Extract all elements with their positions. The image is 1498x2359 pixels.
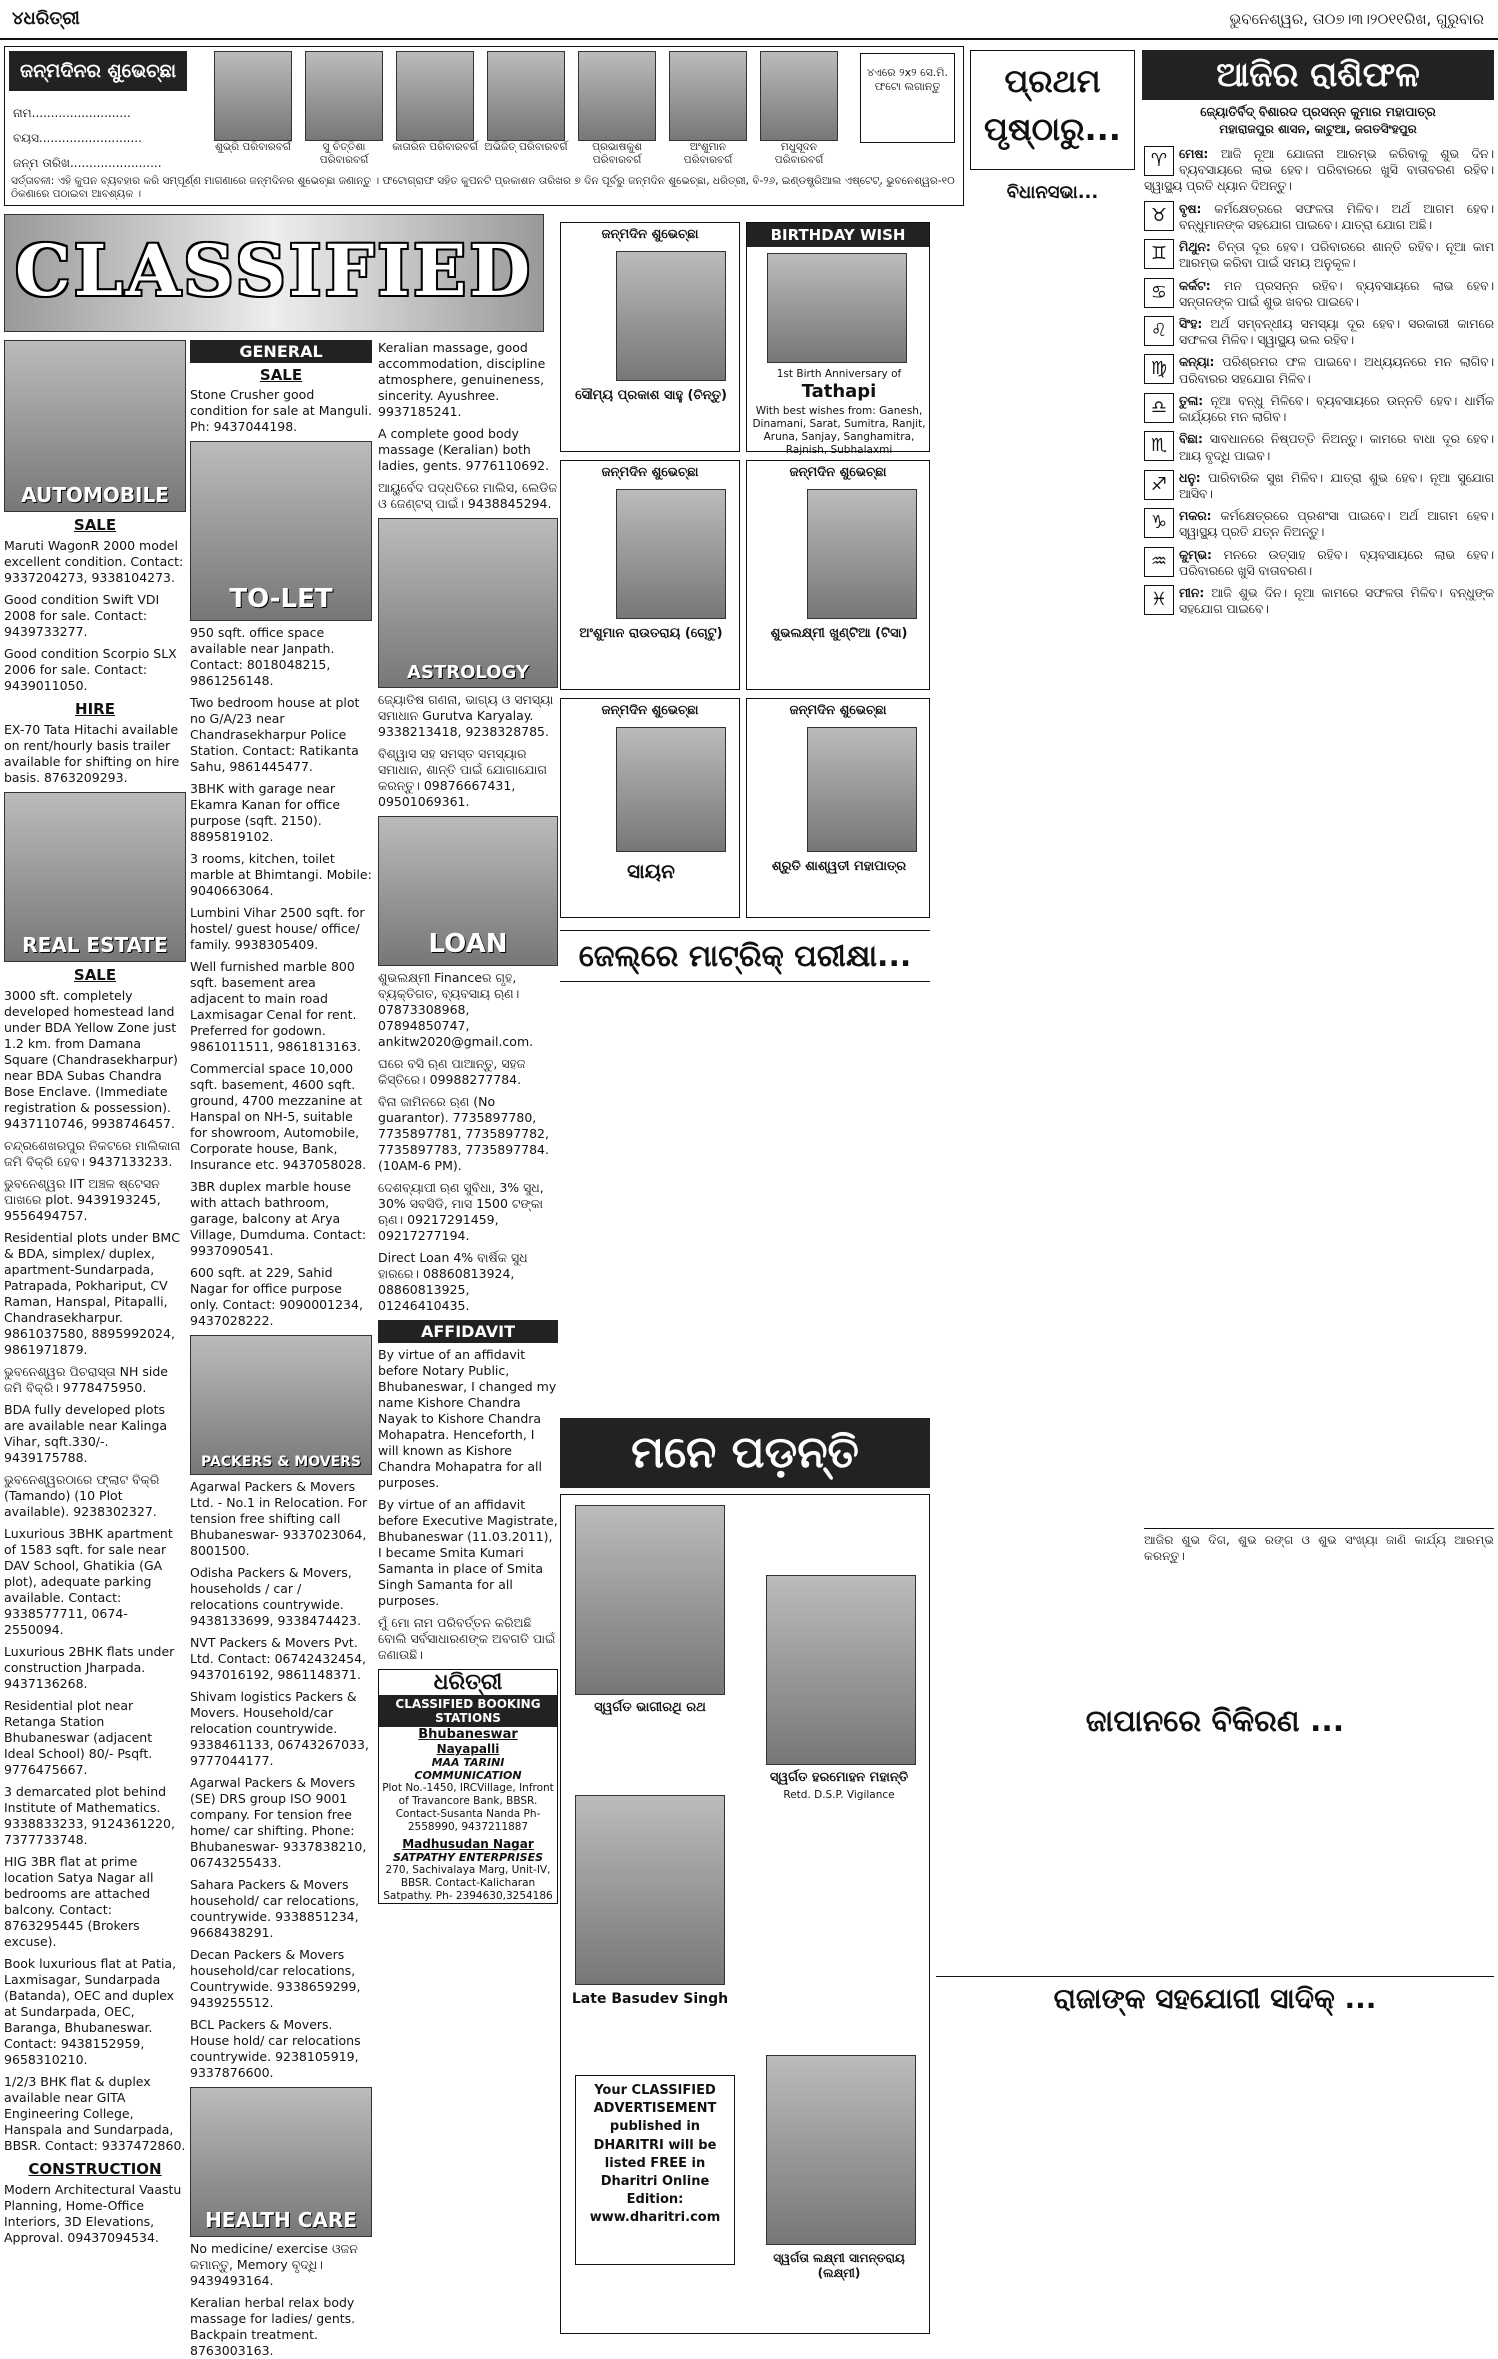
- massage-ad: A complete good body massage (Keralian) both ladies, gents. 9776110692.: [378, 426, 550, 473]
- zodiac-icon: ♊: [1144, 239, 1174, 269]
- realestate-ad: ଭୁବନେଶ୍ୱର IIT ଅଞ୍ଚଳ ଷ୍ଟେସନ ପାଖରେ plot. 9439193245, 9556494757.: [4, 1176, 161, 1223]
- rashi-sign: ମୀନ:: [1179, 586, 1205, 601]
- packers-ad: Decan Packers & Movers household/car relocations, Countrywide. 9338659299, 9439255512.: [190, 1947, 361, 2010]
- construction-head: CONSTRUCTION: [28, 2160, 162, 2178]
- wish-4-name: ସାୟନ: [627, 859, 675, 883]
- booking-s1-name: MAA TARINI COMMUNICATION: [414, 1756, 522, 1782]
- rashi-text: ମନ ପ୍ରସନ୍ନ ରହିବ। ବ୍ୟବସାୟରେ ଲାଭ ହେବ। ସନ୍ତାନଙ୍କ ପାଇଁ ଶୁଭ ଖବର ପାଇବେ।: [1179, 278, 1494, 309]
- coupon-field-name: ନାମ..........................: [13, 106, 131, 120]
- wishes-grid: [560, 222, 930, 922]
- coupon-kid: [574, 51, 660, 169]
- packers-ad: Agarwal Packers & Movers (SE) DRS group ISO 9001 company. For tension free home/ car shifting. Phone: Bhubaneswar- 9337838210, 06743255433.: [190, 1775, 367, 1870]
- packers-ad: Agarwal Packers & Movers Ltd. - No.1 in Relocation. For tension free shifting call Bhubaneswar- 9337023064, 8001500.: [190, 1479, 368, 1558]
- zodiac-icon: ♒: [1144, 547, 1174, 577]
- front-page-subhead: ବିଧାନସଭା...: [1006, 182, 1099, 203]
- coupon-footer: ସର୍ତ୍ତାବଳୀ: ଏହି କୁପନ ବ୍ୟବହାର କରି ସମ୍ପୂର୍ଣ୍ଣ ମାଗଣାରେ ଜନ୍ମଦିନର ଶୁଭେଚ୍ଛା ଜଣାନ୍ତୁ । ଫଟୋଗ୍ରାଫ ସହିତ କୁପନଟି ପ୍ରକାଶନ ତାରିଖର ୭ ଦିନ ପୂର୍ବରୁ ଜନ୍ମଦିନ ଶୁଭେଚ୍ଛା, ଧରିତ୍ରୀ, ବି-୨୬, ଇଣ୍ଡଷ୍ଟ୍ରିଆଲ ଏଷ୍ଟେଟ୍, ଭୁବନେଶ୍ୱର-୧୦ ଠିକଣାରେ ପଠାଇବା ଆବଶ୍ୟକ ।: [11, 175, 955, 201]
- auto-ads: [4, 538, 186, 694]
- coupon-kid-caption: କାତାରିନ ପରିବାରବର୍ଗ: [392, 141, 478, 153]
- wish-4-photo: [616, 727, 726, 852]
- packers-ad: NVT Packers & Movers Pvt. Ltd. Contact: 06742432454, 9437016192, 9861148371.: [190, 1635, 367, 1682]
- rashi-text: ଚିନ୍ତା ଦୂର ହେବ। ପରିବାରରେ ଶାନ୍ତି ରହିବ। ନୂଆ କାମ ଆରମ୍ଭ କରିବା ପାଇଁ ସମୟ ଅନୁକୂଳ।: [1179, 240, 1494, 271]
- wish-1-photo: [616, 251, 726, 381]
- health-ad: No medicine/ exercise ଓଜନ କମାନ୍ତୁ, Memory ବୃଦ୍ଧି। 9439493164.: [190, 2241, 358, 2288]
- bw-title: BIRTHDAY WISH: [747, 223, 929, 247]
- rashi-sign: ମିଥୁନ:: [1179, 240, 1211, 255]
- health-ads: [190, 2241, 372, 2359]
- affidavit-head: AFFIDAVIT: [378, 1320, 558, 1343]
- auto-ad: Good condition Swift VDI 2008 for sale. Contact: 9439733277.: [4, 592, 160, 639]
- wish-1-name: ସୌମ୍ୟ ପ୍ରକାଶ ସାହୁ (ଚିନ୍ତୁ): [575, 388, 727, 403]
- rashi-text: ଅର୍ଥ ସମ୍ବନ୍ଧୀୟ ସମସ୍ୟା ଦୂର ହେବ। ସରକାରୀ କାମରେ ସଫଳତା ମିଳିବ। ସ୍ୱାସ୍ଥ୍ୟ ଭଲ ରହିବ।: [1179, 316, 1494, 348]
- realestate-label: REAL ESTATE: [22, 933, 168, 957]
- astrology-ad: ଜ୍ୟୋତିଷ ଗଣନା, ଭାଗ୍ୟ ଓ ସମସ୍ୟା ସମାଧାନ Gurutva Karyalay. 9338213418, 9238328785.: [378, 692, 554, 739]
- loan-image: [378, 816, 558, 966]
- packers-image: [190, 1335, 372, 1475]
- coupon-kid: [210, 51, 296, 169]
- classified-title: CLASSIFIED: [15, 229, 534, 312]
- booking-s1-area: Nayapalli: [436, 1742, 500, 1756]
- hire-ads: [4, 722, 186, 786]
- japan-title: ଜାପାନରେ ବିକିରଣ ...: [1085, 1704, 1345, 1739]
- bw-text: 1st Birth Anniversary of: [776, 368, 902, 380]
- bw-photo: [767, 253, 907, 363]
- coupon-kid: [665, 51, 751, 169]
- rashi-sign: ବୃଷ:: [1179, 201, 1202, 216]
- affidavit-ad: ମୁଁ ମୋ ନାମ ପରିବର୍ତ୍ତନ କରିଅଛି ବୋଲି ସର୍ବସାଧାରଣଙ୍କ ଅବଗତି ପାଇଁ ଜଣାଉଛି।: [378, 1615, 556, 1662]
- hire-ad: EX-70 Tata Hitachi available on rent/hourly basis trailer available for shifting on hire basis. 8763209293.: [4, 722, 180, 785]
- coupon-kid: [756, 51, 842, 169]
- coupon-kid-caption: ଅଭିଜିତ୍ ପରିବାରବର୍ଗ: [484, 141, 568, 153]
- packers-ad: Sahara Packers & Movers household/ car relocations, countrywide. 9338851234, 9668438291.: [190, 1877, 360, 1940]
- rashi-footer: ଆଜିର ଶୁଭ ଦିଗ, ଶୁଭ ରଙ୍ଗ ଓ ଶୁଭ ସଂଖ୍ୟା ଜାଣି କାର୍ଯ୍ୟ ଆରମ୍ଭ କରନ୍ତୁ।: [1144, 1528, 1494, 1698]
- loan-ad: ଦେଶବ୍ୟାପୀ ଋଣ ସୁବିଧା, 3% ସୁଧ, 30% ସବସିଡି, ମାସ 1500 ଟଙ୍କା ଋଣ। 09217291459, 09217277194.: [378, 1180, 544, 1243]
- zodiac-icon: ♌: [1144, 316, 1174, 346]
- wish-card-4: [560, 698, 740, 918]
- rashi-item: [1144, 470, 1494, 502]
- mane-photo-3: [575, 1795, 725, 1985]
- classified-banner: [4, 214, 544, 332]
- health-ad: Keralian herbal relax body massage for ladies/ gents. Backpain treatment. 8763003163.: [190, 2295, 356, 2358]
- wish-card-5: [746, 698, 930, 918]
- realestate-ad: Luxurious 3BHK apartment of 1583 sqft. for sale near DAV School, Ghatikia (GA plot), adequate parking available. Contact: 9338577711, 0674-2550094.: [4, 1526, 173, 1637]
- coupon-kid-caption: ସୁ ଚିତ୍ତିଶା ପରିବାରବର୍ଗ: [319, 141, 369, 166]
- rashi-text: କର୍ମକ୍ଷେତ୍ରରେ ସଫଳତା ମିଳିବ। ଅର୍ଥ ଆଗମ ହେବ। ବନ୍ଧୁମାନଙ୍କ ସହଯୋଗ ପାଇବେ। ଯାତ୍ରା ଯୋଗ ଅଛି।: [1179, 201, 1494, 232]
- rashi-sign: ମେଷ:: [1179, 147, 1209, 161]
- mane-photo-1: [575, 1505, 725, 1695]
- wish-1-title: ଜନ୍ମଦିନ ଶୁଭେଚ୍ଛା: [601, 227, 699, 242]
- realestate-ad: ଚନ୍ଦ୍ରଶେଖରପୁର ନିକଟରେ ମାଲିକାନା ଜମି ବିକ୍ରି ହେବ। 9437133233.: [4, 1138, 181, 1169]
- health-image: [190, 2087, 372, 2237]
- page-number: ୪ଧରିତ୍ରୀ: [12, 8, 80, 29]
- wish-5-title: ଜନ୍ମଦିନ ଶୁଭେଚ୍ଛା: [789, 703, 887, 718]
- mane-photo-2: [766, 1575, 916, 1765]
- page-date: ଭୁବନେଶ୍ୱର, ତା୦୭।୩।୨୦୧୧ରିଖ, ଗୁରୁବାର: [1229, 10, 1484, 28]
- realestate-ad: ଭୁବନେଶ୍ୱର ପିଚରାସ୍ତା NH side ଜମି ବିକ୍ରି। 9778475950.: [4, 1364, 168, 1395]
- packers-ads: [190, 1479, 372, 2081]
- construction-ads: [4, 2182, 186, 2246]
- wish-card-2: [560, 460, 740, 690]
- mane-section: [560, 1494, 930, 2334]
- wish-5-name: ଶ୍ରୁତି ଶାଶ୍ୱତୀ ମହାପାତ୍ର: [771, 859, 907, 874]
- mane-sub-2: Retd. D.S.P. Vigilance: [783, 1789, 895, 1801]
- coupon-kid-caption: ମଧୁସୂଦନ ପରିବାରବର୍ଗ: [774, 141, 824, 166]
- rashi-text: ଆଜି ନୂଆ ଯୋଜନା ଆରମ୍ଭ କରିବାକୁ ଶୁଭ ଦିନ। ବ୍ୟବସାୟରେ ଲାଭ ହେବ। ପରିବାରରେ ଖୁସି ବାତାବରଣ ରହିବ। ସ୍ୱାସ୍ଥ୍ୟ ପ୍ରତି ଧ୍ୟାନ ଦିଅନ୍ତୁ।: [1144, 147, 1494, 194]
- coupon-kid: [483, 51, 569, 169]
- affidavit-ads: [378, 1347, 558, 1663]
- rashi-item: [1144, 547, 1494, 579]
- classified-col-2: [190, 340, 372, 2358]
- packers-ad: Odisha Packers & Movers, households / car / relocations countrywide. 9438133699, 9338474423.: [190, 1565, 361, 1628]
- zodiac-icon: ♐: [1144, 470, 1174, 500]
- loan-ad: ବିନା ଜାମିନରେ ଋଣ (No guarantor). 7735897780, 7735897781, 7735897782, 7735897783, 7735897784. (10AM-6 PM).: [378, 1094, 549, 1173]
- health-label: HEALTH CARE: [205, 2208, 357, 2232]
- tolet-ad: 950 sqft. office space available near Janpath. Contact: 8018048215, 9861256148.: [190, 625, 335, 688]
- astrology-image: [378, 518, 558, 688]
- affidavit-ad: By virtue of an affidavit before Notary Public, Bhubaneswar, I changed my name Kishore Chandra Nayak to Kishore Chandra Mohapatra. Henceforth, I will known as Kishore Chandra Mohapatra for all purposes.: [378, 1347, 557, 1490]
- rashi-item: [1144, 239, 1494, 271]
- general-head: GENERAL: [190, 340, 372, 363]
- auto-sale-head: SALE: [73, 516, 117, 534]
- realestate-ad: 3000 sft. completely developed homestead land under BDA Yellow Zone just 1.2 km. from Damana Square (Chandrasekharpur) near BDA Subas Chandra Bose Enclave. (Immediate registration & possession). 9437110746, 9938746457.: [4, 988, 178, 1131]
- coupon-kid-photo: [214, 51, 292, 141]
- zodiac-icon: ♏: [1144, 431, 1174, 461]
- coupon-kid-photo: [760, 51, 838, 141]
- massage-ad: ଆୟୁର୍ବେଦ ପଦ୍ଧତିରେ ମାଲିସ, ଲେଡିଜ ଓ ଜେଣ୍ଟସ୍ ପାଇଁ। 9438845294.: [378, 480, 558, 511]
- hire-head: HIRE: [75, 700, 115, 718]
- general-ad: Stone Crusher good condition for sale at Manguli. Ph: 9437044198.: [190, 387, 372, 434]
- jail-title: ଜେଲ୍‌ରେ ମାଟ୍ରିକ୍ ପରୀକ୍ଷା...: [560, 930, 930, 982]
- booking-s2-addr: 270, Sachivalaya Marg, Unit-IV, BBSR. Contact-Kalicharan Satpathy. Ph- 2394630,3254186: [383, 1863, 553, 1902]
- realestate-ad: BDA fully developed plots are available near Kalinga Vihar, sqft.330/-. 9439175788.: [4, 1402, 168, 1465]
- mane-photo-4: [766, 2055, 916, 2245]
- mane-name-1: ସ୍ୱର୍ଗତ ଭାଗୀରଥି ରଥ: [594, 1700, 706, 1715]
- realestate-ad: 1/2/3 BHK flat & duplex available near GITA Engineering College, Hanspala and Sundarpada, BBSR. Contact: 9337472860.: [4, 2074, 186, 2153]
- tolet-ad: 600 sqft. at 229, Sahid Nagar for office purpose only. Contact: 9090001234, 9437028222.: [190, 1265, 363, 1328]
- rashi-list: [1144, 146, 1494, 1526]
- rashi-text: ସାବଧାନରେ ନିଷ୍ପତ୍ତି ନିଅନ୍ତୁ। କାମରେ ବାଧା ଦୂର ହେବ। ଆୟ ବୃଦ୍ଧି ପାଇବ।: [1179, 432, 1494, 463]
- japan-article: [936, 1748, 1494, 1968]
- zodiac-icon: ♋: [1144, 278, 1174, 308]
- coupon-kid-photo: [669, 51, 747, 141]
- coupon-title: ଜନ୍ମଦିନର ଶୁଭେଚ୍ଛା: [9, 51, 187, 91]
- re-sale-head: SALE: [73, 966, 117, 984]
- wish-2-title: ଜନ୍ମଦିନ ଶୁଭେଚ୍ଛା: [601, 465, 699, 480]
- zodiac-icon: ♎: [1144, 393, 1174, 423]
- auto-ad: Maruti WagonR 2000 model excellent condition. Contact: 9337204273, 9338104273.: [4, 538, 184, 585]
- front-page-box: [970, 50, 1135, 170]
- wish-card-1: [560, 222, 740, 452]
- coupon-photo-box: ୪ଏରେ ୨x୨ ସେ.ମି. ଫଟୋ ଲଗାନ୍ତୁ: [860, 53, 955, 143]
- rashi-text: ପରିଶ୍ରମର ଫଳ ପାଇବେ। ଅଧ୍ୟୟନରେ ମନ ଲାଗିବ। ପରିବାରର ସହଯୋଗ ମିଳିବ।: [1179, 355, 1494, 386]
- rashi-sign: ତୁଳା:: [1179, 393, 1204, 408]
- birthday-coupon: [4, 46, 964, 206]
- rashi-sign: କର୍କଟ:: [1179, 278, 1211, 293]
- rashi-item: [1144, 201, 1494, 233]
- general-ads: [190, 387, 372, 435]
- auto-ad: Good condition Scorpio SLX 2006 for sale. Contact: 9439011050.: [4, 646, 177, 693]
- mane-name-4: ସ୍ୱର୍ଗତା ଲକ୍ଷ୍ମୀ ସାମନ୍ତରାୟ (ଲକ୍ଷ୍ମୀ): [773, 2251, 905, 2280]
- tolet-ad: 3BHK with garage near Ekamra Kanan for office purpose (sqft. 2150). 8895819102.: [190, 781, 341, 844]
- booking-s1-addr: Plot No.-1450, IRCVillage, Infront of Travancore Bank, BBSR. Contact-Susanta Nanda Ph-2558990, 9437211887: [382, 1782, 554, 1834]
- rashi-item: [1144, 508, 1494, 540]
- rashi-sign: ବିଛା:: [1179, 432, 1203, 447]
- classified-col-3: [378, 340, 558, 2335]
- coupon-kids-row: [210, 51, 850, 169]
- tolet-image: [190, 441, 372, 621]
- rashi-title: ଆଜିର ରାଶିଫଳ: [1142, 50, 1494, 100]
- rashi-sign: ମକର:: [1179, 509, 1212, 524]
- raja-title: ରାଜାଙ୍କ ସହଯୋଗୀ ସାଦିକ୍ ...: [936, 1976, 1494, 2020]
- packers-label: PACKERS & MOVERS: [200, 1454, 362, 1470]
- tolet-ad: Lumbini Vihar 2500 sqft. for hostel/ guest house/ office/ family. 9938305409.: [190, 905, 365, 952]
- coupon-kid-photo: [396, 51, 474, 141]
- realestate-ad: Book luxurious flat at Patia, Laxmisagar, Sundarpada (Batanda), OEC and duplex at Sundarpada, OEC, Baranga, Bhubaneswar. Contact: 9438152959, 9658310210.: [4, 1956, 177, 2067]
- massage-ad: Keralian massage, good accommodation, discipline atmosphere, genuineness, sincerity. Ayushree. 9937185241.: [378, 340, 546, 419]
- coupon-kid-caption: ଶୁଭ୍ରି ପରିବାରବର୍ଗ: [215, 141, 291, 153]
- classified-col-1: [4, 340, 186, 2335]
- zodiac-icon: ♈: [1144, 146, 1174, 176]
- coupon-kid-caption: ପ୍ରଭାଷକୁଶ ପରିବାରବର୍ଗ: [592, 141, 642, 166]
- astrology-ads: [378, 692, 558, 810]
- packers-ad: BCL Packers & Movers. House hold/ car relocations countrywide. 9238105919, 9337876600.: [190, 2017, 361, 2080]
- tolet-ad: Well furnished marble 800 sqft. basement area adjacent to main road Laxmisagar Cenal for rent. Preferred for godown. 9861011511, 9861813163.: [190, 959, 361, 1054]
- wish-4-title: ଜନ୍ମଦିନ ଶୁଭେଚ୍ଛା: [601, 703, 699, 718]
- construction-ad: Modern Architectural Vaastu Planning, Home-Office Interiors, 3D Elevations, Approval. 09437094534.: [4, 2182, 182, 2245]
- rashi-address: ମହାରାଜପୁର ଶାସନ, କାଟୁଆ, ଜଗତସିଂହପୁର: [1219, 122, 1417, 136]
- rashi-text: ଆଜି ଶୁଭ ଦିନ। ନୂଆ କାମରେ ସଫଳତା ମିଳିବ। ବନ୍ଧୁଙ୍କ ସହଯୋଗ ପାଇବେ।: [1179, 586, 1494, 617]
- coupon-kid: [392, 51, 478, 169]
- tolet-ad: Commercial space 10,000 sqft. basement, 4600 sqft. ground, 4700 mezzanine at Hanspal on NH-5, suitable for showroom, Automobile, Corporate house, Bank, Insurance etc. 9437058028.: [190, 1061, 367, 1172]
- coupon-field-dob: ଜନ୍ମ ତାରିଖ........................: [13, 156, 162, 170]
- wish-5-photo: [807, 727, 917, 852]
- rashi-sign: ସିଂହ:: [1179, 316, 1203, 331]
- coupon-kid-caption: ଅଂଶୁମାନ ପରିବାରବର୍ଗ: [683, 141, 733, 166]
- coupon-kid-photo: [305, 51, 383, 141]
- booking-city: Bhubaneswar: [418, 1727, 518, 1742]
- rashi-sign: କୁମ୍ଭ:: [1179, 547, 1212, 562]
- front-page-article: [940, 206, 1140, 1686]
- coupon-field-age: ବୟସ...........................: [13, 131, 142, 145]
- zodiac-icon: ♉: [1144, 201, 1174, 231]
- wish-3-name: ଶୁଭଲକ୍ଷ୍ମୀ ଖୁଣ୍ଟିଆ (ଟିସା): [770, 626, 908, 641]
- packers-ad: Shivam logistics Packers & Movers. Household/car relocation countrywide. 9338461133, 06743267033, 9777044177.: [190, 1689, 369, 1768]
- bw-from: With best wishes from: Ganesh, Dinamani, Sarat, Sumitra, Ranjit, Aruna, Sanjay, Sanghamitra, Rajnish, Subhalaxmi: [752, 405, 926, 457]
- rashi-sign: ଧନୁ:: [1179, 470, 1201, 485]
- mane-banner: [560, 1418, 930, 1488]
- booking-title: CLASSIFIED BOOKING STATIONS: [379, 1695, 557, 1727]
- booking-box: [378, 1669, 558, 1904]
- rashi-item: [1144, 146, 1494, 195]
- zodiac-icon: ♍: [1144, 354, 1174, 384]
- realestate-ads: [4, 988, 186, 2154]
- mane-name-3: Late Basudev Singh: [571, 1991, 729, 2007]
- front-page-title: ପ୍ରଥମ ପୃଷ୍ଠାରୁ...: [984, 62, 1121, 148]
- booking-s2-name: SATPATHY ENTERPRISES: [392, 1850, 544, 1864]
- loan-ad: ଘରେ ବସି ଋଣ ପାଆନ୍ତୁ, ସହଜ କିସ୍ତିରେ। 09988277784.: [378, 1056, 526, 1087]
- automobile-label: AUTOMOBILE: [21, 483, 169, 507]
- wish-3-title: ଜନ୍ମଦିନ ଶୁଭେଚ୍ଛା: [789, 465, 887, 480]
- rashi-text: କର୍ମକ୍ଷେତ୍ରରେ ପ୍ରଶଂସା ପାଇବେ। ଅର୍ଥ ଆଗମ ହେବ। ସ୍ୱାସ୍ଥ୍ୟ ପ୍ରତି ଯତ୍ନ ନିଅନ୍ତୁ।: [1179, 509, 1494, 540]
- jail-article: [560, 990, 930, 1410]
- rashi-sign: କନ୍ୟା:: [1179, 355, 1215, 370]
- wish-2-name: ଅଂଶୁମାନ ରାଉତରାୟ (ଚୋଟୁ): [579, 626, 723, 641]
- affidavit-ad: By virtue of an affidavit before Executive Magistrate, Bhubaneswar (11.03.2011), I became Smita Kumari Samanta in place of Smita Singh Samanta for all purposes.: [378, 1497, 558, 1608]
- realestate-ad: Residential plot near Retanga Station Bhubaneswar (adjacent Ideal School) 80/- Psqft. 9776475667.: [4, 1698, 153, 1777]
- general-sale-head: SALE: [259, 366, 303, 384]
- realestate-ad: 3 demarcated plot behind Institute of Mathematics. 9338833233, 9124361220, 7377733748.: [4, 1784, 175, 1847]
- zodiac-icon: ♓: [1144, 585, 1174, 615]
- rashi-text: ନୂଆ ବନ୍ଧୁ ମିଳିବେ। ବ୍ୟବସାୟରେ ଉନ୍ନତି ହେବ। ଧାର୍ମିକ କାର୍ଯ୍ୟରେ ମନ ଲାଗିବ।: [1179, 393, 1494, 425]
- wish-card-bw: [746, 222, 930, 457]
- bw-name: Tathapi: [801, 381, 877, 402]
- free-listing-ad: Your CLASSIFIED ADVERTISEMENT published in DHARITRI will be listed FREE in Dharitri Online Edition: www.dharitri.com: [575, 2075, 735, 2265]
- realestate-ad: HIG 3BR flat at prime location Satya Nagar all bedrooms are attached balcony. Contact: 8763295445 (Brokers excuse).: [4, 1854, 154, 1949]
- coupon-kid-photo: [487, 51, 565, 141]
- zodiac-icon: ♑: [1144, 508, 1174, 538]
- rashi-item: [1144, 278, 1494, 310]
- tolet-label: TO-LET: [229, 584, 333, 614]
- loan-label: LOAN: [428, 929, 508, 959]
- wish-2-photo: [616, 489, 726, 619]
- page-header: [0, 0, 1498, 40]
- rashi-text: ମନରେ ଉତ୍ସାହ ରହିବ। ବ୍ୟବସାୟରେ ଲାଭ ହେବ। ପରିବାରରେ ଖୁସି ବାତାବରଣ।: [1179, 547, 1494, 578]
- booking-s2-area: Madhusudan Nagar: [402, 1836, 534, 1851]
- loan-ad: Direct Loan 4% ବାର୍ଷିକ ସୁଧ ହାରରେ। 08860813924, 08860813925, 01246410435.: [378, 1250, 528, 1313]
- automobile-image: [4, 340, 186, 512]
- booking-logo: ଧରିତ୍ରୀ: [433, 1670, 503, 1695]
- wish-3-photo: [807, 489, 917, 619]
- coupon-kid: [301, 51, 387, 169]
- tolet-ad: 3 rooms, kitchen, toilet marble at Bhimtangi. Mobile: 9040663064.: [190, 851, 372, 898]
- tolet-ad: 3BR duplex marble house with attach bathroom, garage, balcony at Arya Village, Dumduma. Contact: 9937090541.: [190, 1179, 367, 1258]
- realestate-ad: Residential plots under BMC & BDA, simplex/ duplex, apartment-Sundarpada, Patrapada, Pokhariput, CV Raman, Hanspal, Pitapalli, Chandrasekharpur. 9861037580, 8895992024, 9861971879.: [4, 1230, 180, 1357]
- tolet-ad: Two bedroom house at plot no G/A/23 near Chandrasekharpur Police Station. Contact: Ratikanta Sahu, 9861445477.: [190, 695, 360, 774]
- realestate-ad: Luxurious 2BHK flats under construction Jharpada. 9437136268.: [4, 1644, 175, 1691]
- rashi-item: [1144, 354, 1494, 386]
- realestate-image: [4, 792, 186, 962]
- realestate-ad: ଭୁବନେଶ୍ୱରଠାରେ ଫ୍ଲାଟ ବିକ୍ରି (Tamando) (10 Plot available). 9238302327.: [4, 1472, 160, 1519]
- tolet-ads: [190, 625, 372, 1329]
- rashi-item: [1144, 393, 1494, 425]
- rashi-text: ପାରିବାରିକ ସୁଖ ମିଳିବ। ଯାତ୍ରା ଶୁଭ ହେବ। ନୂଆ ସୁଯୋଗ ଆସିବ।: [1179, 470, 1494, 501]
- rashi-item: [1144, 316, 1494, 348]
- astrology-ad: ବିଶ୍ୱାସ ସହ ସମସ୍ତ ସମସ୍ୟାର ସମାଧାନ, ଶାନ୍ତି ପାଇଁ ଯୋଗାଯୋଗ କରନ୍ତୁ। 09876667431, 09501069361.: [378, 746, 547, 809]
- raja-article: [936, 2024, 1494, 2334]
- massage-ads: [378, 340, 558, 512]
- loan-ad: ଶୁଭଲକ୍ଷ୍ମୀ Financeର ଗୃହ, ବ୍ୟକ୍ତିଗତ, ବ୍ୟବସାୟ ଋଣ। 07873308968, 07894850747, ankitw2020@gmail.com.: [378, 970, 534, 1049]
- astrology-label: ASTROLOGY: [407, 662, 529, 683]
- coupon-kid-photo: [578, 51, 656, 141]
- wish-card-3: [746, 460, 930, 690]
- rashi-author: ଜ୍ୟୋତିର୍ବିଦ୍ ବିଶାରଦ ପ୍ରସନ୍ନ କୁମାର ମହାପାତ୍ର: [1200, 104, 1436, 119]
- rashi-item: [1144, 585, 1494, 617]
- loan-ads: [378, 970, 558, 1314]
- mane-name-2: ସ୍ୱର୍ଗତ ହରମୋହନ ମହାନ୍ତି: [769, 1770, 909, 1785]
- mane-title: ମନେ ପଡ଼ନ୍ତି: [631, 1427, 859, 1478]
- rashi-item: [1144, 431, 1494, 463]
